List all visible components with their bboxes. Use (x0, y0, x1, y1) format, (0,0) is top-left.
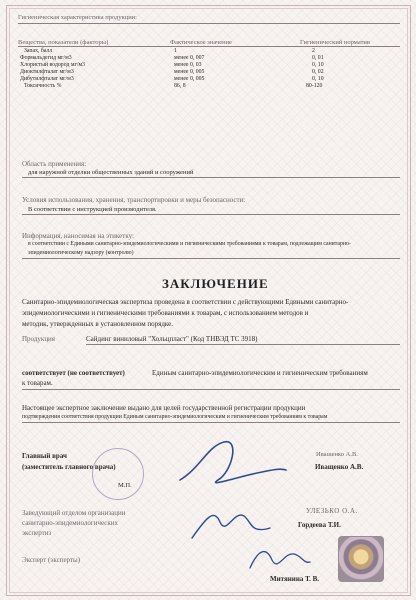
complies-text-line1: Единым санитарно-эпидемиологическим и гигиеническим требованиям (152, 369, 368, 377)
divider (22, 389, 400, 390)
conclusion-text-line1: Санитарно-эпидемиологическая экспертиза проведена в соответствии с действующими Едиными санитарно- (22, 298, 349, 306)
hologram-sticker (338, 536, 384, 582)
purpose-line2: подтверждения соответствия продукции Единым санитарно-эпидемиологическим и гигиеническим требованиям к товарам (22, 414, 328, 420)
labeling-value-line2: эпидемиологическому надзору (контролю) (28, 250, 134, 256)
table-row-actual: менее 0, 005 (174, 76, 205, 82)
labeling-label: Информация, наносимая на этикетку: (22, 232, 134, 240)
divider (18, 23, 400, 24)
dept-head-title-line1: Заведующий отделом организации (22, 509, 126, 517)
divider (22, 422, 400, 423)
divider (86, 344, 400, 345)
dept-head-name: Гордеева Т.И. (298, 521, 341, 529)
labeling-value-line1: в соответствии с Едиными санитарно-эпидемиологическими и гигиеническими требованиями к товарам, подлежащим санитарно- (28, 241, 351, 247)
expert-label: Эксперт (эксперты) (22, 556, 81, 564)
conclusion-text-line3: методик, утвержденных в установленном порядке. (22, 320, 174, 328)
table-row-actual: менее 0, 03 (174, 62, 202, 68)
table-row-name: Токсичность % (24, 83, 62, 89)
application-label: Область применения: (22, 160, 87, 168)
application-value: для наружной отделки общественных зданий и сооружений (28, 169, 194, 176)
dept-head-title-line3: экспертиз (22, 529, 52, 537)
col-substance-header: Вещества, показатели (факторы) (18, 39, 109, 46)
chief-title-line2: (заместитель главного врача) (22, 463, 116, 471)
table-row-actual: 1 (174, 48, 177, 54)
conclusion-title: ЗАКЛЮЧЕНИЕ (162, 276, 269, 291)
chief-title-line1: Главный врач (22, 452, 67, 460)
chief-name: Иващенко А.В. (315, 463, 364, 471)
round-stamp (92, 448, 144, 500)
product-label: Продукция (22, 335, 56, 343)
purpose-line1: Настоящее экспертное заключение выдано для целей государственной регистрации продукции (22, 404, 306, 412)
table-row-name: Запах, балл (24, 48, 53, 54)
stamp-mark-label: М.П. (118, 482, 132, 489)
col-norm-header: Гигиенический норматив (300, 39, 370, 46)
dept-head-title-line2: санитарно-эпидемиологических (22, 519, 119, 527)
dept-head-stamp-name: УЛЕЗЬКО О.А. (306, 507, 358, 515)
table-row-name: Хлористый водород мг/м3 (20, 62, 86, 68)
divider (22, 177, 400, 178)
table-row-norm: 0, 10 (312, 62, 324, 68)
table-row-norm: 0, 01 (312, 55, 324, 61)
table-row-norm: 0, 02 (312, 69, 324, 75)
table-row-norm: 80-120 (306, 83, 323, 89)
product-value: Сайдинг виниловый "Хольцпласт" (Код ТНВЭД ТС 3918) (86, 335, 258, 343)
chief-stamp-name: Ивашенко А.В. (316, 451, 358, 458)
table-row-name: Диоктилфталат мг/м3 (20, 69, 74, 75)
table-row-name: Дибутилфталат мг/м3 (20, 76, 74, 82)
divider (18, 46, 400, 47)
col-actual-header: Фактическое значение (170, 39, 232, 46)
table-row-norm: 2 (312, 48, 315, 54)
divider (22, 214, 400, 215)
usage-value: В соответствии с инструкцией производителя. (28, 206, 157, 213)
expert-signature (244, 538, 314, 578)
table-row-name: Формальдегид мг/м3 (20, 55, 72, 61)
table-row-norm: 0, 10 (312, 76, 324, 82)
divider (22, 258, 400, 259)
conclusion-text-line2: эпидемиологическими и гигиеническими требованиями к товарам, с использованием методов и (22, 309, 309, 317)
complies-text-line2: к товарам. (22, 379, 53, 387)
table-row-actual: менее 0, 007 (174, 55, 205, 61)
table-row-actual: 86, 8 (174, 83, 186, 89)
hygienic-header: Гигиеническая характеристика продукции: (18, 14, 137, 21)
chief-signature (170, 428, 290, 498)
complies-label: соответствует (не соответствует) (22, 369, 125, 377)
expert-name: Митянина Т. В. (270, 575, 320, 583)
table-row-actual: менее 0, 005 (174, 69, 205, 75)
usage-label: Условия использования, хранения, транспортировки и меры безопасности: (22, 196, 246, 204)
